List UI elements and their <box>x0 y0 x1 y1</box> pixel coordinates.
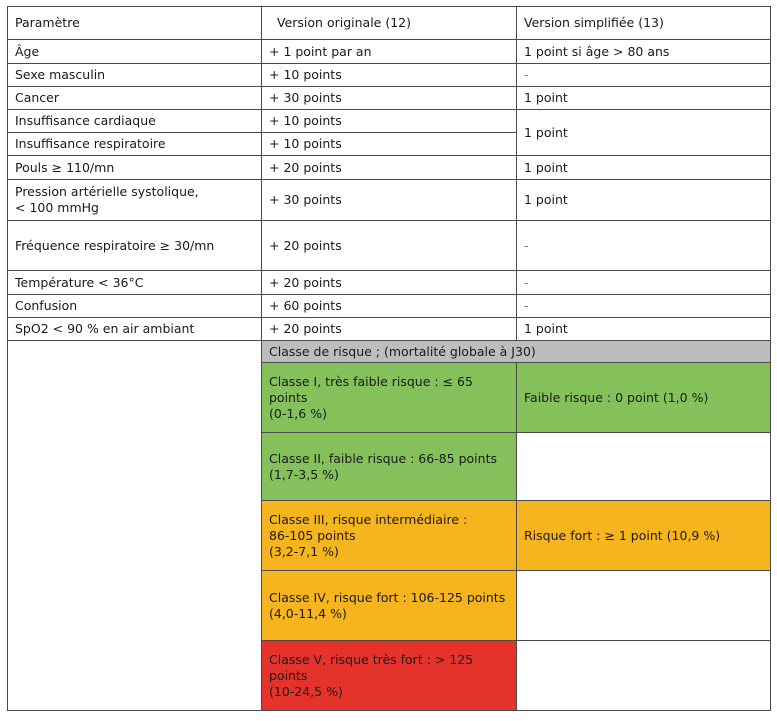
param-cell: Pouls ≥ 110/mn <box>8 156 262 180</box>
risk-line: 86-105 points <box>269 527 356 543</box>
table-row <box>8 87 771 110</box>
table-row <box>8 180 771 221</box>
table-row <box>8 156 771 180</box>
risk-line: Classe II, faible risque : 66-85 points <box>269 450 497 466</box>
simplified-cell: 1 point <box>517 156 771 180</box>
empty-simple-cell <box>517 571 771 641</box>
empty-simple-cell <box>517 433 771 501</box>
param-cell <box>8 180 262 221</box>
original-cell: + 20 points <box>262 318 517 341</box>
original-cell: + 20 points <box>262 271 517 295</box>
simplified-cell: 1 point <box>517 87 771 110</box>
original-cell: + 60 points <box>262 295 517 318</box>
param-cell: Fréquence respiratoire ≥ 30/mn <box>8 221 262 271</box>
table-row <box>8 295 771 318</box>
risk-simple-high: Risque fort : ≥ 1 point (10,9 %) <box>517 501 771 571</box>
param-line: Pression artérielle systolique, <box>15 184 199 199</box>
risk-header: Classe de risque ; (mortalité globale à J30) <box>262 341 771 363</box>
table-header-row <box>8 7 771 40</box>
table-row <box>8 221 771 271</box>
risk-line: (0-1,6 %) <box>269 405 327 421</box>
header-original: Version originale (12) <box>262 7 517 40</box>
empty-left-cell <box>8 341 262 711</box>
table-row <box>8 40 771 64</box>
param-cell: Température < 36°C <box>8 271 262 295</box>
param-line: < 100 mmHg <box>15 200 99 215</box>
param-cell: Confusion <box>8 295 262 318</box>
original-cell: + 1 point par an <box>262 40 517 64</box>
risk-class-5 <box>262 641 517 711</box>
param-cell: Âge <box>8 40 262 64</box>
header-simplified: Version simplifiée (13) <box>517 7 771 40</box>
param-cell: SpO2 < 90 % en air ambiant <box>8 318 262 341</box>
original-cell: + 20 points <box>262 156 517 180</box>
param-cell: Cancer <box>8 87 262 110</box>
simplified-cell: - <box>517 271 771 295</box>
risk-simple-low: Faible risque : 0 point (1,0 %) <box>517 363 771 433</box>
original-cell: + 10 points <box>262 133 517 156</box>
simplified-cell: 1 point <box>517 180 771 221</box>
original-cell: + 30 points <box>262 87 517 110</box>
risk-class-3 <box>262 501 517 571</box>
param-cell: Sexe masculin <box>8 64 262 87</box>
risk-class-2 <box>262 433 517 501</box>
empty-simple-cell <box>517 641 771 711</box>
param-cell: Insuffisance cardiaque <box>8 110 262 133</box>
risk-line: (3,2-7,1 %) <box>269 543 339 559</box>
risk-line: (4,0-11,4 %) <box>269 605 347 621</box>
risk-line: Classe IV, risque fort : 106-125 points <box>269 589 506 605</box>
table-row <box>8 318 771 341</box>
original-cell: + 10 points <box>262 64 517 87</box>
original-cell: + 30 points <box>262 180 517 221</box>
risk-header-row <box>8 341 771 363</box>
simplified-cell: - <box>517 64 771 87</box>
risk-line: Classe V, risque très fort : > 125 points <box>269 651 474 683</box>
simplified-cell: - <box>517 221 771 271</box>
original-cell: + 20 points <box>262 221 517 271</box>
simplified-cell: 1 point <box>517 110 771 156</box>
simplified-cell: - <box>517 295 771 318</box>
risk-line: Classe I, très faible risque : ≤ 65 points <box>269 373 473 405</box>
risk-class-4 <box>262 571 517 641</box>
risk-class-1 <box>262 363 517 433</box>
pesi-score-table <box>7 6 771 711</box>
table-row <box>8 110 771 133</box>
risk-line: Classe III, risque intermédiaire : <box>269 511 468 527</box>
original-cell: + 10 points <box>262 110 517 133</box>
table-row <box>8 64 771 87</box>
simplified-cell: 1 point si âge > 80 ans <box>517 40 771 64</box>
simplified-cell: 1 point <box>517 318 771 341</box>
risk-line: (1,7-3,5 %) <box>269 466 339 482</box>
header-param: Paramètre <box>8 7 262 40</box>
param-cell: Insuffisance respiratoire <box>8 133 262 156</box>
table-row <box>8 271 771 295</box>
risk-line: (10-24,5 %) <box>269 683 343 699</box>
